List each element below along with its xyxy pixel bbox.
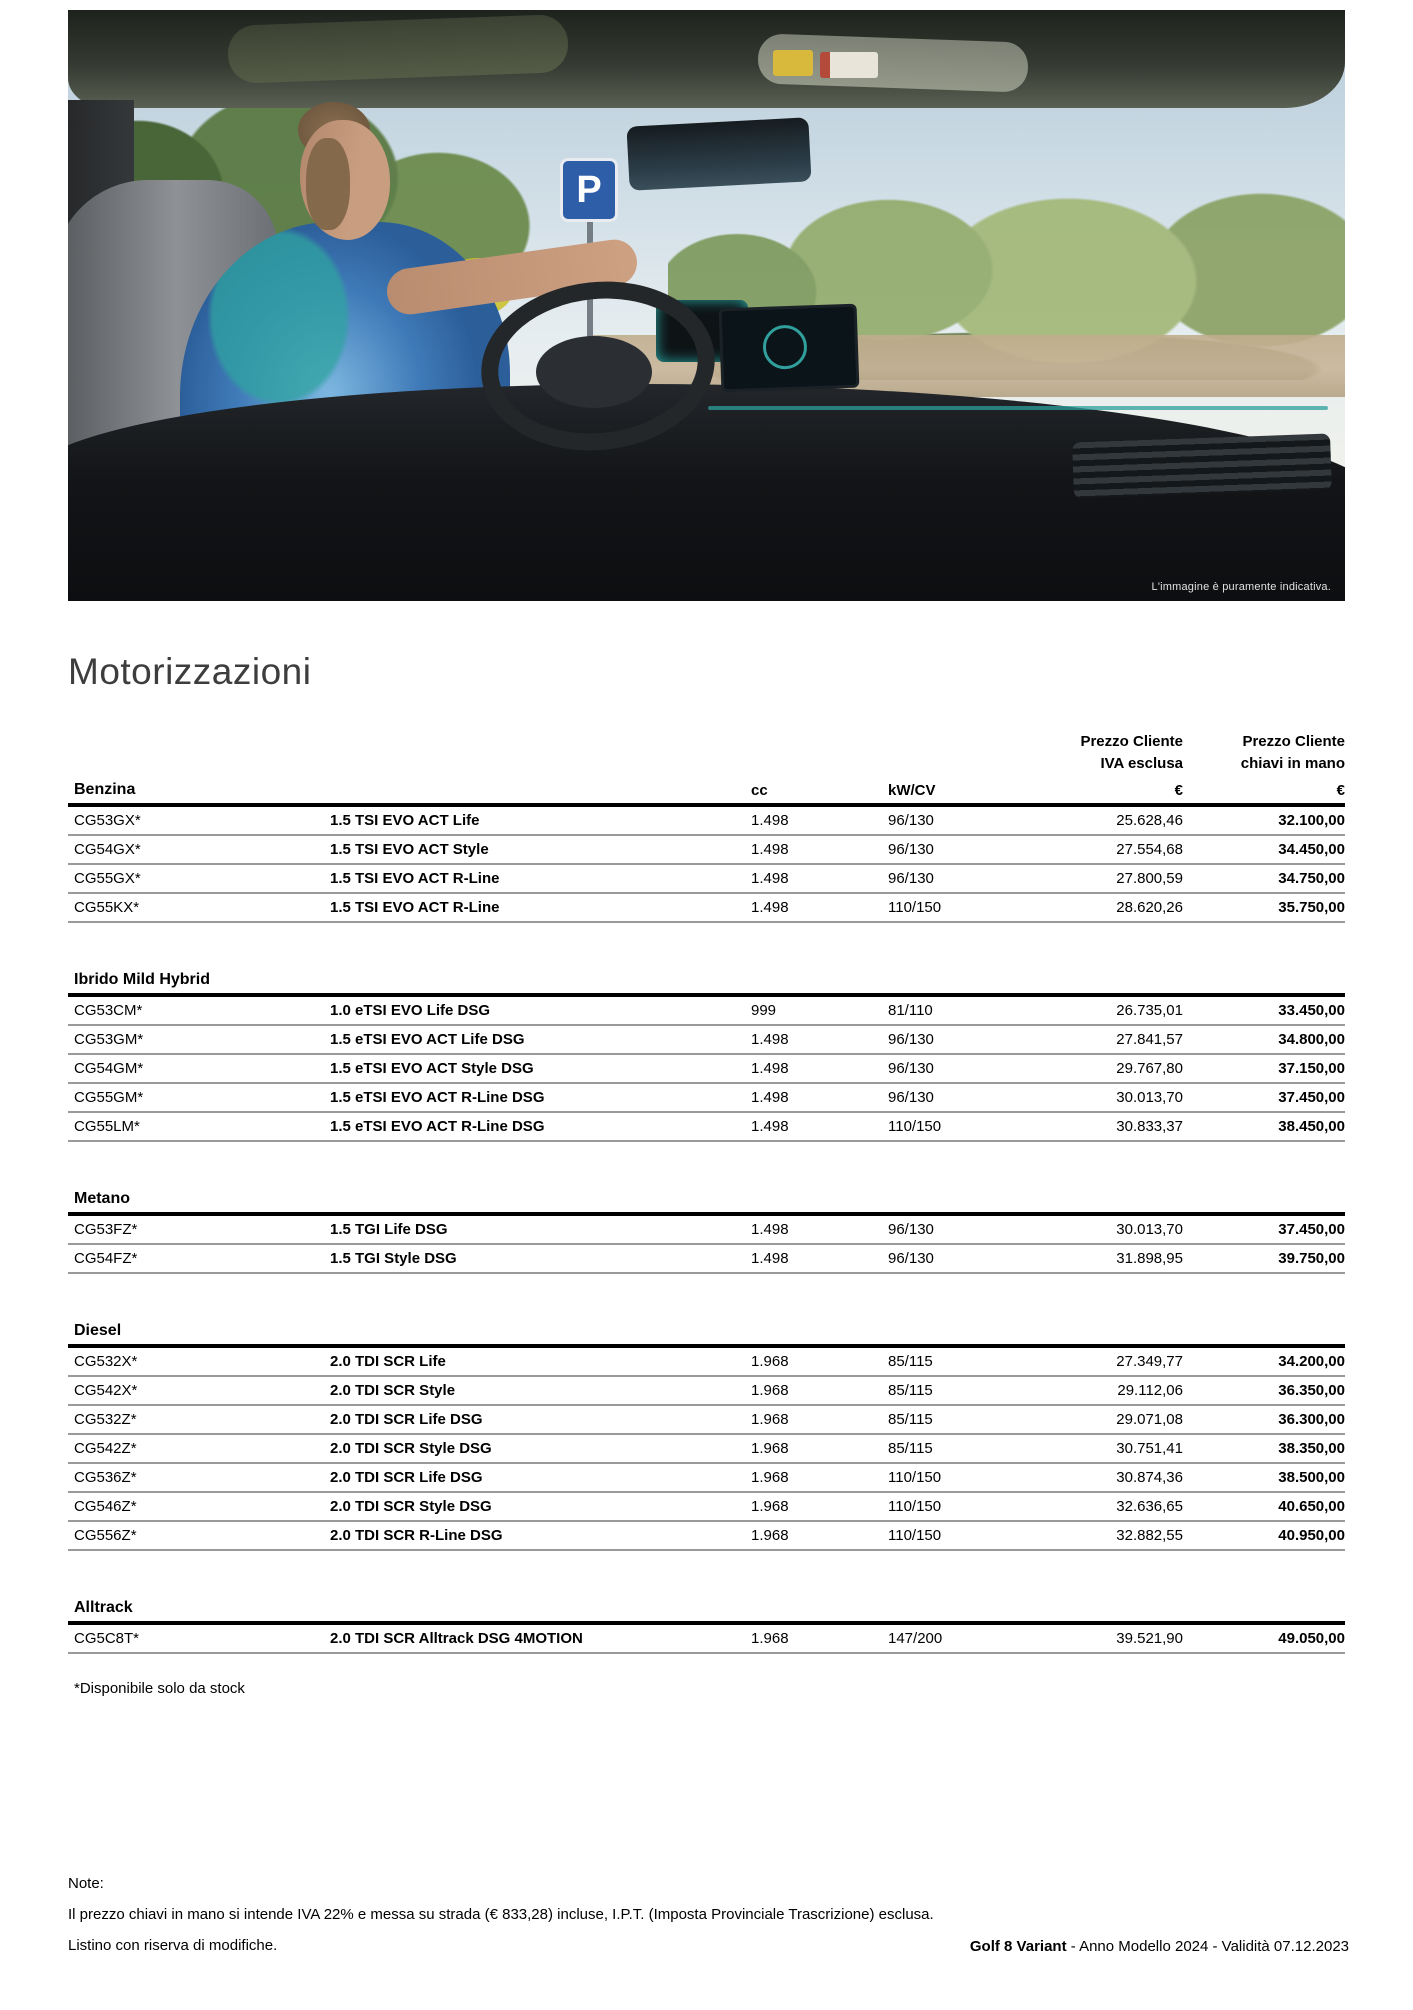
document-footer [970, 1938, 1349, 1955]
table-row [68, 1377, 1345, 1406]
cell-cc: 1.498 [751, 840, 789, 858]
spacer [330, 731, 751, 775]
cell-price-iva-esclusa: 25.628,46 [1116, 811, 1183, 829]
table-row [68, 836, 1345, 865]
cell-price-chiavi-in-mano: 38.450,00 [1278, 1117, 1345, 1135]
cell-cc: 1.498 [751, 1088, 789, 1106]
cell-cc: 1.968 [751, 1497, 789, 1515]
cell-model: 2.0 TDI SCR Life DSG [330, 1468, 483, 1486]
cell-kwcv: 85/115 [888, 1439, 933, 1457]
cell-kwcv: 96/130 [888, 1088, 934, 1106]
header-price-iva-line1: Prezzo Cliente [1080, 733, 1183, 750]
header-price-iva-line2: IVA esclusa [1100, 754, 1183, 772]
cell-kwcv: 110/150 [888, 1497, 942, 1515]
section-title: Metano [68, 1188, 1345, 1216]
cell-cc: 1.968 [751, 1352, 789, 1370]
table-row [68, 1493, 1345, 1522]
infotainment-screen-glow [762, 324, 808, 370]
header-euro-chiavi-in-mano: € [1336, 781, 1345, 799]
cell-model: 1.5 TGI Style DSG [330, 1249, 457, 1267]
cell-code: CG54GX* [74, 840, 141, 858]
cell-kwcv: 85/115 [888, 1410, 933, 1428]
cell-code: CG55GX* [74, 869, 141, 887]
cell-cc: 1.968 [751, 1468, 789, 1486]
table-row [68, 1435, 1345, 1464]
table-header-row [68, 775, 1345, 807]
spacer [751, 731, 888, 775]
cell-price-iva-esclusa: 30.751,41 [1116, 1439, 1183, 1457]
cell-cc: 999 [751, 1001, 777, 1019]
cell-cc: 1.498 [751, 1030, 789, 1048]
table-row [68, 894, 1345, 923]
cell-code: CG536Z* [74, 1468, 137, 1486]
cell-model: 1.5 eTSI EVO ACT R-Line DSG [330, 1117, 545, 1135]
cell-code: CG54FZ* [74, 1249, 138, 1267]
cell-price-chiavi-in-mano: 34.750,00 [1278, 869, 1345, 887]
table-row [68, 1055, 1345, 1084]
cell-kwcv: 96/130 [888, 1030, 934, 1048]
sun-visor-left [227, 14, 569, 84]
header-kwcv: kW/CV [888, 781, 936, 799]
header-price-chiavi-line2: chiavi in mano [1240, 754, 1345, 772]
cell-code: CG55KX* [74, 898, 140, 916]
cell-model: 2.0 TDI SCR Style DSG [330, 1497, 492, 1515]
cell-kwcv: 110/150 [888, 1526, 942, 1544]
table-sections [68, 807, 1345, 1654]
table-row [68, 1216, 1345, 1245]
price-table [68, 731, 1345, 1697]
cell-model: 1.5 eTSI EVO ACT R-Line DSG [330, 1088, 545, 1106]
table-row [68, 1464, 1345, 1493]
cell-code: CG53GM* [74, 1030, 144, 1048]
cell-price-chiavi-in-mano: 37.450,00 [1278, 1088, 1345, 1106]
note-line-1: Il prezzo chiavi in mano si intende IVA 22% e messa su strada (€ 833,28) incluse, I.P.T. (Imposta Provinciale Trascrizione) esclusa. [68, 1906, 934, 1923]
ambient-light-strip [708, 406, 1328, 410]
table-row [68, 1084, 1345, 1113]
cell-price-iva-esclusa: 29.767,80 [1116, 1059, 1183, 1077]
cell-kwcv: 96/130 [888, 1249, 934, 1267]
cell-kwcv: 147/200 [888, 1629, 943, 1647]
cell-cc: 1.968 [751, 1439, 789, 1457]
cell-price-iva-esclusa: 31.898,95 [1116, 1249, 1183, 1267]
cell-price-iva-esclusa: 39.521,90 [1116, 1629, 1183, 1647]
stock-availability-note: *Disponibile solo da stock [74, 1679, 245, 1697]
cell-kwcv: 85/115 [888, 1352, 933, 1370]
cell-code: CG54GM* [74, 1059, 144, 1077]
cell-code: CG53FZ* [74, 1220, 138, 1238]
price-column-headers [68, 731, 1345, 775]
cell-price-iva-esclusa: 32.882,55 [1116, 1526, 1183, 1544]
spacer [68, 731, 330, 775]
cell-price-chiavi-in-mano: 32.100,00 [1278, 811, 1345, 829]
cell-price-chiavi-in-mano: 35.750,00 [1278, 898, 1345, 916]
page-title: Motorizzazioni [68, 651, 312, 692]
cell-code: CG53GX* [74, 811, 141, 829]
cell-kwcv: 85/115 [888, 1381, 933, 1399]
section-title-benzina: Benzina [74, 780, 136, 798]
cell-price-iva-esclusa: 30.013,70 [1116, 1220, 1183, 1238]
cell-model: 1.5 eTSI EVO ACT Style DSG [330, 1059, 534, 1077]
cell-price-chiavi-in-mano: 49.050,00 [1278, 1629, 1345, 1647]
cell-price-chiavi-in-mano: 38.500,00 [1278, 1468, 1345, 1486]
cell-cc: 1.498 [751, 1117, 789, 1135]
cell-price-iva-esclusa: 29.071,08 [1116, 1410, 1183, 1428]
cell-kwcv: 81/110 [888, 1001, 933, 1019]
section-title: Alltrack [68, 1597, 1345, 1625]
cell-price-chiavi-in-mano: 36.350,00 [1278, 1381, 1345, 1399]
table-row [68, 1522, 1345, 1551]
airbag-warning-label [773, 50, 813, 76]
cell-code: CG542X* [74, 1381, 138, 1399]
cell-kwcv: 110/150 [888, 1117, 942, 1135]
cell-model: 1.5 eTSI EVO ACT Life DSG [330, 1030, 525, 1048]
cell-model: 1.5 TSI EVO ACT R-Line [330, 898, 500, 916]
cell-price-chiavi-in-mano: 39.750,00 [1278, 1249, 1345, 1267]
note-line-2: Listino con riserva di modifiche. [68, 1937, 278, 1954]
cell-code: CG546Z* [74, 1497, 137, 1515]
cell-cc: 1.498 [751, 1059, 789, 1077]
cell-code: CG53CM* [74, 1001, 143, 1019]
cell-price-chiavi-in-mano: 34.450,00 [1278, 840, 1345, 858]
header-price-chiavi-line1: Prezzo Cliente [1242, 733, 1345, 750]
photo-caption: L'immagine è puramente indicativa. [1151, 581, 1331, 593]
cell-cc: 1.968 [751, 1381, 789, 1399]
cell-cc: 1.968 [751, 1629, 789, 1647]
cell-price-iva-esclusa: 27.800,59 [1116, 869, 1183, 887]
table-row [68, 807, 1345, 836]
cell-code: CG556Z* [74, 1526, 137, 1544]
cell-price-chiavi-in-mano: 34.800,00 [1278, 1030, 1345, 1048]
cell-price-iva-esclusa: 32.636,65 [1116, 1497, 1183, 1515]
cell-kwcv: 96/130 [888, 811, 934, 829]
cell-price-iva-esclusa: 26.735,01 [1116, 1001, 1183, 1019]
page-content [68, 10, 1345, 1697]
table-row [68, 997, 1345, 1026]
cell-model: 1.5 TSI EVO ACT Style [330, 840, 489, 858]
cell-cc: 1.498 [751, 898, 789, 916]
cell-model: 1.5 TGI Life DSG [330, 1220, 448, 1238]
cell-price-iva-esclusa: 30.874,36 [1116, 1468, 1183, 1486]
table-row [68, 1348, 1345, 1377]
driver-hair [306, 138, 350, 230]
cell-price-iva-esclusa: 27.554,68 [1116, 840, 1183, 858]
cell-price-iva-esclusa: 27.349,77 [1116, 1352, 1183, 1370]
cell-code: CG5C8T* [74, 1629, 140, 1647]
table-row [68, 865, 1345, 894]
cell-code: CG55LM* [74, 1117, 140, 1135]
cell-kwcv: 96/130 [888, 840, 934, 858]
cell-price-chiavi-in-mano: 33.450,00 [1278, 1001, 1345, 1019]
cell-cc: 1.498 [751, 811, 789, 829]
cell-price-chiavi-in-mano: 37.450,00 [1278, 1220, 1345, 1238]
parking-sign: P [560, 158, 618, 222]
header-euro-iva-esclusa: € [1174, 781, 1183, 799]
table-row [68, 1625, 1345, 1654]
cell-code: CG532Z* [74, 1410, 137, 1428]
cell-code: CG542Z* [74, 1439, 137, 1457]
cell-model: 2.0 TDI SCR Style DSG [330, 1439, 492, 1457]
section-title: Ibrido Mild Hybrid [68, 969, 1345, 997]
cell-price-iva-esclusa: 30.833,37 [1116, 1117, 1183, 1135]
cell-code: CG55GM* [74, 1088, 144, 1106]
notes-title: Note: [68, 1875, 104, 1892]
cell-model: 2.0 TDI SCR Life DSG [330, 1410, 483, 1428]
infotainment-screen [719, 304, 860, 393]
cell-price-chiavi-in-mano: 40.650,00 [1278, 1497, 1345, 1515]
cell-kwcv: 96/130 [888, 869, 934, 887]
warning-label [820, 52, 878, 78]
footer-validity: - Anno Modello 2024 - Validità 07.12.2023 [1066, 1938, 1349, 1955]
cell-model: 1.5 TSI EVO ACT R-Line [330, 869, 500, 887]
header-cc: cc [751, 781, 768, 799]
air-vent [1072, 434, 1332, 499]
cell-price-iva-esclusa: 30.013,70 [1116, 1088, 1183, 1106]
table-row [68, 1406, 1345, 1435]
cell-cc: 1.498 [751, 1249, 789, 1267]
table-row [68, 1113, 1345, 1142]
rearview-mirror [626, 117, 811, 190]
table-row [68, 1026, 1345, 1055]
cell-price-iva-esclusa: 27.841,57 [1116, 1030, 1183, 1048]
footer-model-name: Golf 8 Variant [969, 1938, 1067, 1955]
cell-price-chiavi-in-mano: 40.950,00 [1278, 1526, 1345, 1544]
cell-model: 1.5 TSI EVO ACT Life [330, 811, 480, 829]
cell-model: 2.0 TDI SCR Alltrack DSG 4MOTION [330, 1629, 583, 1647]
spacer [888, 731, 1018, 775]
cell-model: 2.0 TDI SCR Style [330, 1381, 456, 1399]
cell-model: 2.0 TDI SCR Life [330, 1352, 446, 1370]
cell-price-iva-esclusa: 28.620,26 [1116, 898, 1183, 916]
price-list-page [0, 10, 1413, 2010]
cell-cc: 1.968 [751, 1526, 789, 1544]
cell-code: CG532X* [74, 1352, 138, 1370]
header-price-chiavi-in-mano [1183, 731, 1345, 775]
cell-price-chiavi-in-mano: 37.150,00 [1278, 1059, 1345, 1077]
header-price-iva-esclusa [1018, 731, 1183, 775]
cell-model: 1.0 eTSI EVO Life DSG [330, 1001, 491, 1019]
table-row [68, 1245, 1345, 1274]
cell-kwcv: 96/130 [888, 1059, 934, 1077]
cell-model: 2.0 TDI SCR R-Line DSG [330, 1526, 503, 1544]
cell-kwcv: 110/150 [888, 1468, 942, 1486]
steering-wheel-hub [536, 336, 652, 408]
section-title: Diesel [68, 1320, 1345, 1348]
hero-photo [68, 10, 1345, 601]
notes-block [68, 1868, 934, 1961]
cell-price-chiavi-in-mano: 34.200,00 [1278, 1352, 1345, 1370]
cell-cc: 1.498 [751, 869, 789, 887]
cell-kwcv: 96/130 [888, 1220, 934, 1238]
cell-cc: 1.498 [751, 1220, 789, 1238]
cell-price-chiavi-in-mano: 38.350,00 [1278, 1439, 1345, 1457]
cell-price-chiavi-in-mano: 36.300,00 [1278, 1410, 1345, 1428]
cell-cc: 1.968 [751, 1410, 789, 1428]
cell-kwcv: 110/150 [888, 898, 942, 916]
cell-price-iva-esclusa: 29.112,06 [1117, 1381, 1183, 1399]
